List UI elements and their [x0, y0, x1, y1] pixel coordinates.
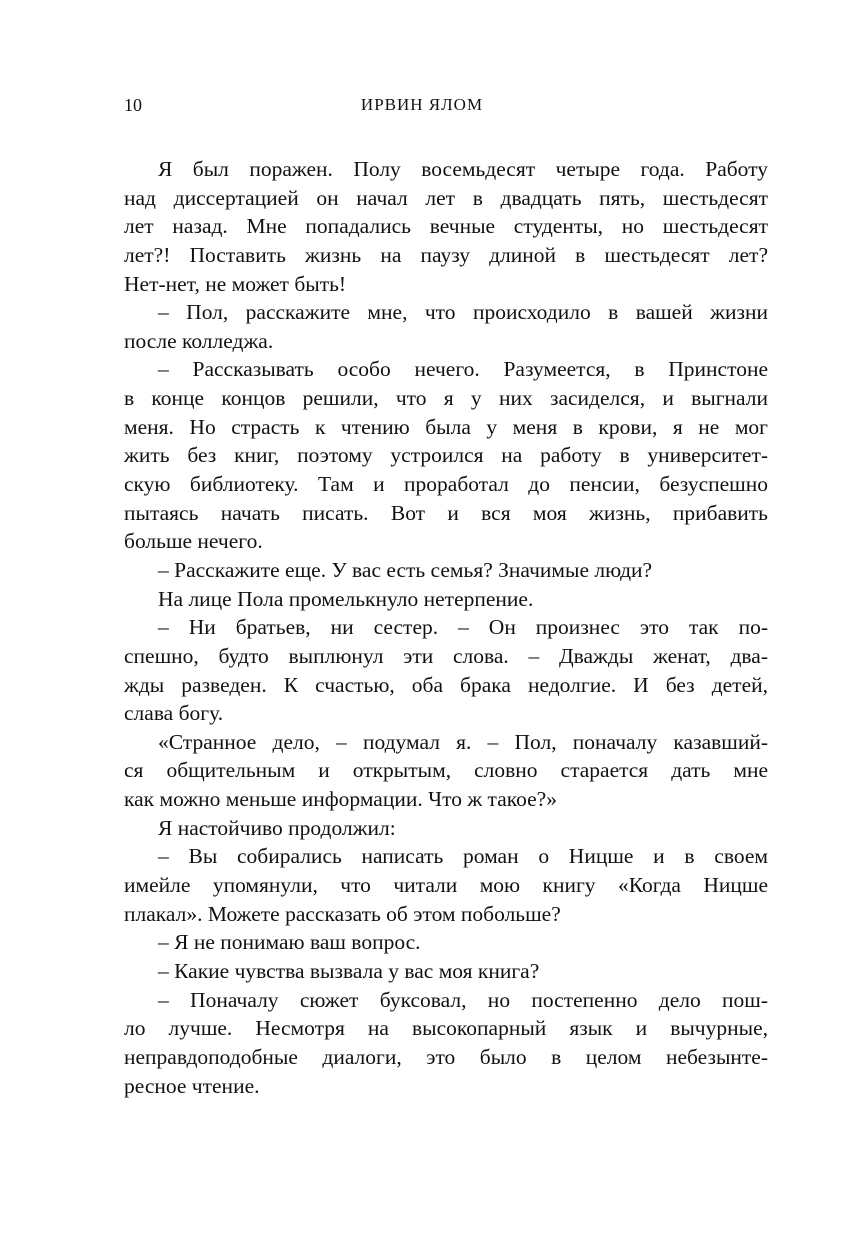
text-line: лет назад. Мне попадались вечные студенты, но шестьдесят [124, 214, 768, 239]
text-line: меня. Но страсть к чтению была у меня в крови, я не мог [124, 414, 768, 439]
text-line: «Странное дело, – подумал я. – Пол, поначалу казавший- [158, 729, 768, 754]
text-line: в конце концов решили, что я у них засиделся, и выгнали [124, 386, 768, 411]
text-line: над диссертацией он начал лет в двадцать пять, шестьдесят [124, 185, 768, 210]
text-line: как можно меньше информации. Что ж такое?» [124, 787, 557, 812]
text-line: плакал». Можете рассказать об этом побольше? [124, 901, 561, 926]
text-line: – Рассказывать особо нечего. Разумеется, в Принстоне [158, 357, 768, 382]
text-line: слава богу. [124, 701, 224, 726]
text-line: пытаясь начать писать. Вот и вся моя жизнь, прибавить [124, 500, 768, 525]
text-line: На лице Пола промелькнуло нетерпение. [158, 586, 534, 611]
text-line: – Я не понимаю ваш вопрос. [158, 930, 421, 955]
text-line: больше нечего. [124, 529, 263, 554]
page-number: 10 [124, 95, 142, 115]
text-line: Я настойчиво продолжил: [158, 815, 396, 840]
text-line: Я был поражен. Полу восемьдесят четыре года. Работу [158, 157, 768, 181]
text-line: после колледжа. [124, 328, 274, 353]
text-line: ресное чтение. [124, 1073, 260, 1098]
text-line: Нет-нет, не может быть! [124, 271, 347, 296]
running-head-author: ИРВИН ЯЛОМ [360, 95, 484, 114]
text-line: – Ни братьев, ни сестер. – Он произнес это так по- [158, 615, 768, 640]
text-line: спешно, будто выплюнул эти слова. – Дважды женат, два- [124, 643, 768, 668]
text-line: неправдоподобные диалоги, это было в целом небезынте- [124, 1044, 768, 1069]
text-line: – Поначалу сюжет буксовал, но постепенно дело пош- [158, 987, 768, 1012]
text-line: – Пол, расскажите мне, что происходило в вашей жизни [158, 300, 768, 325]
text-line: – Какие чувства вызвала у вас моя книга? [158, 958, 540, 983]
body-text [124, 155, 768, 1100]
text-line: жды разведен. К счастью, оба брака недолгие. И без детей, [124, 672, 768, 697]
text-line: лет?! Поставить жизнь на паузу длиной в шестьдесят лет? [124, 242, 768, 267]
text-line: имейле упомянули, что читали мою книгу «Когда Ницше [124, 873, 768, 898]
text-line: жить без книг, поэтому устроился на работу в университет- [124, 443, 768, 468]
text-line: скую библиотеку. Там и проработал до пенсии, безуспешно [124, 472, 768, 497]
text-line: ло лучше. Несмотря на высокопарный язык и вычурные, [124, 1016, 768, 1041]
text-line: ся общительным и открытым, словно старается дать мне [124, 758, 768, 783]
text-line: – Расскажите еще. У вас есть семья? Значимые люди? [158, 557, 653, 582]
text-line: – Вы собирались написать роман о Ницше и в своем [158, 844, 768, 869]
